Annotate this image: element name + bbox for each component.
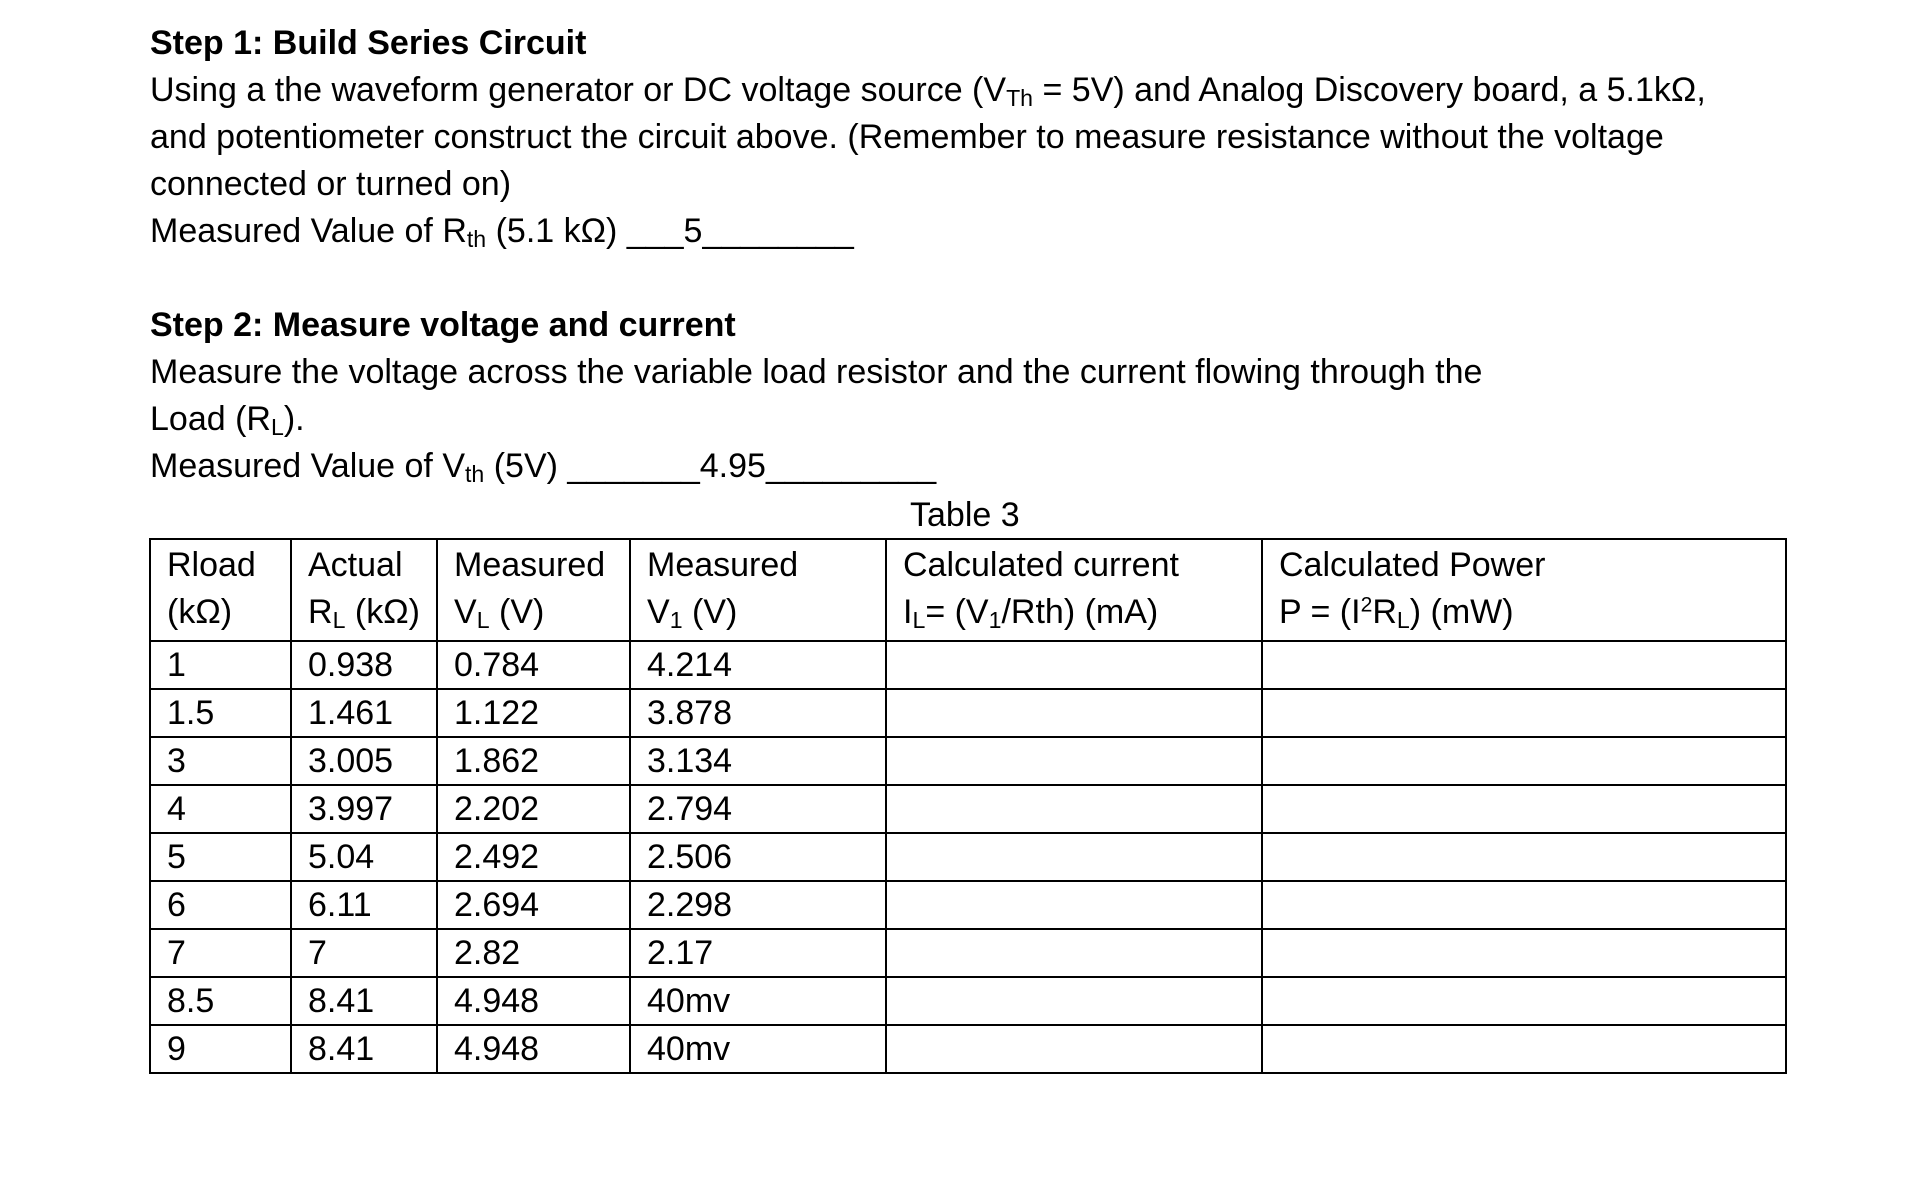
cell-calculated-current[interactable] [886,785,1262,833]
table-row [150,833,1786,881]
cell-calculated-current[interactable] [886,641,1262,689]
step2-section [150,302,1790,490]
cell-rload: 4 [150,785,291,833]
cell-measured-vl: 2.694 [437,881,630,929]
cell-calculated-power[interactable] [1262,737,1786,785]
cell-actual-rl: 7 [291,929,437,977]
header-calculated-current: Calculated current $I_L= (V_1/Rth)$ (mA) [886,539,1262,641]
cell-calculated-current[interactable] [886,833,1262,881]
vth-answer-field[interactable]: _______4.95_________ [567,447,937,485]
cell-measured-vl: 1.862 [437,737,630,785]
cell-actual-rl: 8.41 [291,977,437,1025]
measurement-table [149,538,1787,1074]
cell-rload: 8.5 [150,977,291,1025]
cell-rload: 9 [150,1025,291,1073]
table-caption: Table 3 [910,496,1020,534]
cell-measured-v1: 4.214 [630,641,886,689]
cell-measured-v1: 3.134 [630,737,886,785]
step1-heading: Step 1: Build Series Circuit [150,24,587,62]
cell-actual-rl: 0.938 [291,641,437,689]
cell-actual-rl: 3.997 [291,785,437,833]
header-calculated-power: Calculated Power $P = (I^2R_L)$ (mW) [1262,539,1786,641]
cell-calculated-current[interactable] [886,929,1262,977]
cell-rload: 1 [150,641,291,689]
cell-measured-v1: 40mv [630,1025,886,1073]
cell-measured-vl: 4.948 [437,977,630,1025]
table-row [150,929,1786,977]
cell-calculated-current[interactable] [886,1025,1262,1073]
cell-measured-vl: 0.784 [437,641,630,689]
cell-calculated-current[interactable] [886,881,1262,929]
step1-instruction-line2: and potentiometer construct the circuit above. (Remember to measure resistance without the voltage [150,118,1664,156]
cell-measured-vl: 2.202 [437,785,630,833]
cell-calculated-power[interactable] [1262,929,1786,977]
cell-measured-vl: 2.82 [437,929,630,977]
cell-calculated-current[interactable] [886,737,1262,785]
step2-heading: Step 2: Measure voltage and current [150,306,736,344]
cell-rload: 6 [150,881,291,929]
cell-rload: 3 [150,737,291,785]
table-row [150,737,1786,785]
cell-measured-v1: 2.298 [630,881,886,929]
cell-calculated-power[interactable] [1262,641,1786,689]
cell-rload: 1.5 [150,689,291,737]
cell-rload: 7 [150,929,291,977]
table-row [150,977,1786,1025]
cell-actual-rl: 3.005 [291,737,437,785]
cell-measured-v1: 2.506 [630,833,886,881]
step1-measured-rth: Measured Value of $R_{th}$ (5.1 kΩ) ___5________ [150,212,854,253]
rth-answer-field[interactable]: ___5________ [626,212,854,250]
cell-calculated-power[interactable] [1262,1025,1786,1073]
table-row [150,1025,1786,1073]
step1-instruction-line1: Using a the waveform generator or DC voltage source $(V_{Th} = 5V)$ and Analog Discovery board, a 5.1kΩ, [150,71,1706,112]
cell-measured-vl: 1.122 [437,689,630,737]
table-row [150,689,1786,737]
cell-rload: 5 [150,833,291,881]
table-row [150,881,1786,929]
cell-measured-v1: 3.878 [630,689,886,737]
table-row [150,641,1786,689]
cell-actual-rl: 5.04 [291,833,437,881]
step1-instruction-line3: connected or turned on) [150,165,512,203]
cell-calculated-current[interactable] [886,977,1262,1025]
header-measured-v1: Measured $V_1$ (V) [630,539,886,641]
cell-measured-v1: 40mv [630,977,886,1025]
table-row [150,785,1786,833]
header-measured-vl: Measured $V_L$ (V) [437,539,630,641]
step2-measured-vth: Measured Value of $V_{th}$ (5V) _______4.95_________ [150,447,937,488]
step2-instruction-line2: Load $(R_L)$. [150,400,305,441]
step1-section [150,20,1790,255]
cell-measured-vl: 2.492 [437,833,630,881]
table-header-row [150,539,1786,641]
cell-calculated-current[interactable] [886,689,1262,737]
cell-calculated-power[interactable] [1262,785,1786,833]
cell-actual-rl: 8.41 [291,1025,437,1073]
header-rload: Rload (kΩ) [150,539,291,641]
cell-measured-v1: 2.17 [630,929,886,977]
cell-calculated-power[interactable] [1262,833,1786,881]
cell-calculated-power[interactable] [1262,977,1786,1025]
cell-calculated-power[interactable] [1262,689,1786,737]
cell-measured-vl: 4.948 [437,1025,630,1073]
cell-measured-v1: 2.794 [630,785,886,833]
cell-calculated-power[interactable] [1262,881,1786,929]
header-actual-rl: Actual $R_L$ (kΩ) [291,539,437,641]
cell-actual-rl: 1.461 [291,689,437,737]
step2-instruction-line1: Measure the voltage across the variable load resistor and the current flowing through the [150,353,1483,391]
cell-actual-rl: 6.11 [291,881,437,929]
